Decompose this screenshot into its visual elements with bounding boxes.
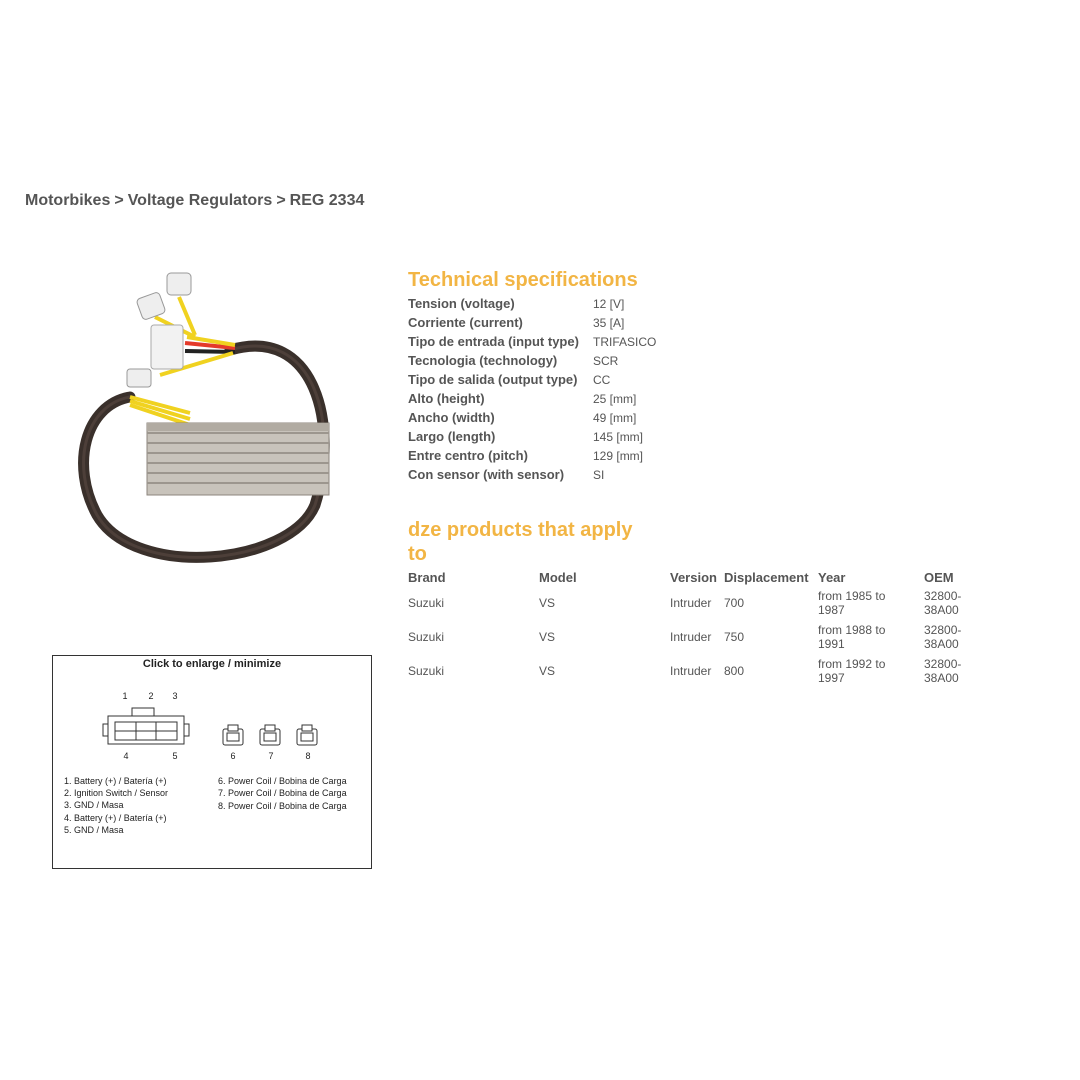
column-header-oem: OEM: [924, 569, 954, 585]
column-header-version: Version: [670, 569, 717, 585]
column-header-model: Model: [539, 569, 577, 585]
oem-line1: 32800-: [924, 623, 962, 637]
pin-label: 7: [268, 751, 274, 761]
spec-value: 129 [mm]: [593, 448, 644, 463]
spec-value: 25 [mm]: [593, 391, 637, 406]
spec-value: SI: [593, 467, 605, 482]
legend-item: 5. GND / Masa: [64, 825, 124, 835]
spec-value: TRIFASICO: [593, 334, 657, 349]
cell-model: VS: [539, 596, 556, 610]
column-header-brand: Brand: [408, 569, 446, 585]
year-line1: from 1992 to: [818, 657, 886, 671]
product-image[interactable]: [75, 265, 345, 585]
breadcrumb-link-voltage-regulators[interactable]: Voltage Regulators: [127, 192, 273, 209]
breadcrumb: [25, 192, 364, 210]
spec-row: [408, 351, 656, 370]
breadcrumb-link-motorbikes[interactable]: Motorbikes: [25, 192, 111, 209]
legend-item: 1. Battery (+) / Batería (+): [64, 776, 167, 786]
cell-year: [818, 620, 924, 654]
oem-line2: 38A00: [924, 671, 959, 685]
cell-displacement: 800: [724, 664, 745, 678]
legend-item: 4. Battery (+) / Batería (+): [64, 813, 167, 823]
cell-brand: Suzuki: [408, 664, 445, 678]
cell-version: Intruder: [670, 596, 712, 610]
cell-version: Intruder: [670, 664, 712, 678]
spec-row: [408, 313, 656, 332]
spec-label: Tension (voltage): [408, 296, 515, 311]
cell-oem: [924, 586, 984, 620]
oem-line1: 32800-: [924, 657, 962, 671]
specs-table: [408, 294, 656, 484]
wiring-diagram-caption[interactable]: Click to enlarge / minimize: [142, 658, 282, 670]
products-title: [408, 518, 632, 566]
cell-model: VS: [539, 664, 556, 678]
column-header-displacement: Displacement: [724, 569, 809, 585]
legend-item: 3. GND / Masa: [64, 800, 124, 810]
cell-year: [818, 654, 924, 688]
column-header-year: Year: [818, 569, 846, 585]
cell-model: VS: [539, 630, 556, 644]
cell-displacement: 700: [724, 596, 745, 610]
cell-brand: Suzuki: [408, 630, 445, 644]
products-table: [408, 568, 984, 688]
oem-line2: 38A00: [924, 637, 959, 651]
spec-row: [408, 408, 656, 427]
cell-brand: Suzuki: [408, 596, 445, 610]
spec-label: Entre centro (pitch): [408, 448, 528, 463]
spec-value: 145 [mm]: [593, 429, 644, 444]
spec-row: [408, 427, 656, 446]
table-row: [408, 620, 984, 654]
legend-item: 8. Power Coil / Bobina de Carga: [218, 801, 347, 811]
spec-value: 12 [V]: [593, 296, 625, 311]
pin-label: 8: [305, 751, 311, 761]
spec-row: [408, 465, 656, 484]
breadcrumb-separator: >: [276, 192, 286, 209]
spec-row: [408, 332, 656, 351]
oem-line1: 32800-: [924, 589, 962, 603]
pin-label: 4: [123, 751, 129, 761]
products-header-row: [408, 568, 984, 586]
spec-label: Con sensor (with sensor): [408, 467, 565, 482]
spec-value: 35 [A]: [593, 315, 625, 330]
wiring-diagram-drawing: [53, 656, 371, 868]
pin-label: 1: [122, 691, 128, 701]
spec-label: Alto (height): [408, 391, 485, 406]
table-row: [408, 586, 984, 620]
cell-year: [818, 586, 924, 620]
spec-row: [408, 370, 656, 389]
cell-oem: [924, 620, 984, 654]
products-title-line1: dze products that apply: [408, 519, 633, 541]
pin-label: 3: [172, 691, 178, 701]
year-line1: from 1985 to: [818, 589, 886, 603]
pin-label: 6: [230, 751, 236, 761]
products-title-line2: to: [408, 543, 427, 565]
year-line2: 1991: [818, 637, 845, 651]
spec-row: [408, 446, 656, 465]
spec-label: Tipo de salida (output type): [408, 372, 578, 387]
spec-label: Largo (length): [408, 429, 496, 444]
specs-title: Technical specifications: [408, 269, 638, 291]
year-line2: 1987: [818, 603, 845, 617]
cell-version: Intruder: [670, 630, 712, 644]
breadcrumb-current: REG 2334: [289, 192, 365, 209]
legend-item: 6. Power Coil / Bobina de Carga: [218, 776, 347, 786]
year-line1: from 1988 to: [818, 623, 886, 637]
year-line2: 1997: [818, 671, 845, 685]
breadcrumb-separator: >: [114, 192, 124, 209]
spec-value: CC: [593, 372, 611, 387]
spec-value: SCR: [593, 353, 619, 368]
spec-row: [408, 294, 656, 313]
oem-line2: 38A00: [924, 603, 959, 617]
table-row: [408, 654, 984, 688]
spec-label: Tecnologia (technology): [408, 353, 558, 368]
wiring-diagram[interactable]: [52, 655, 372, 869]
spec-value: 49 [mm]: [593, 410, 637, 425]
spec-label: Tipo de entrada (input type): [408, 334, 579, 349]
spec-label: Corriente (current): [408, 315, 523, 330]
pin-label: 2: [148, 691, 154, 701]
spec-row: [408, 389, 656, 408]
spec-label: Ancho (width): [408, 410, 495, 425]
legend-item: 7. Power Coil / Bobina de Carga: [218, 788, 347, 798]
pin-label: 5: [172, 751, 178, 761]
legend-item: 2. Ignition Switch / Sensor: [64, 788, 169, 798]
cell-oem: [924, 654, 984, 688]
cell-displacement: 750: [724, 630, 745, 644]
